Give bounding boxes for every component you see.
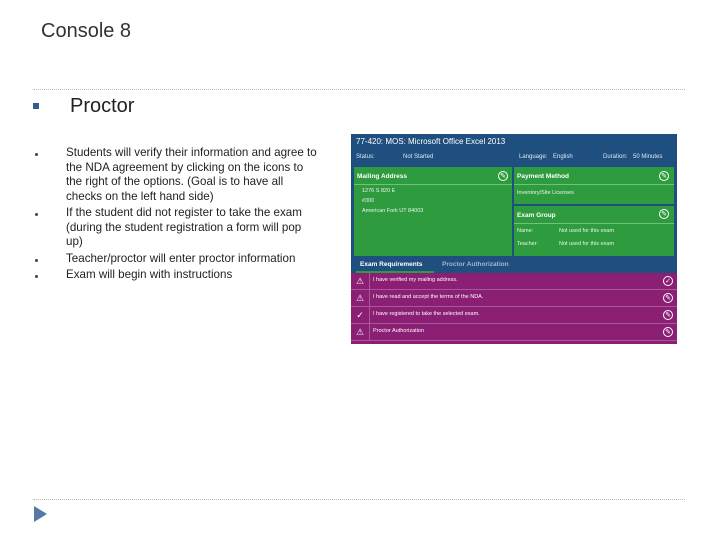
tab-exam-requirements[interactable]: Exam Requirements: [360, 261, 423, 268]
bullet-text: If the student did not register to take the exam (during the student registration a form will pop up): [66, 206, 302, 248]
exam-title: 77-420: MOS: Microsoft Office Excel 2013: [356, 137, 506, 146]
panel-divider: [354, 184, 512, 185]
mailing-line-1: 1276 S 820 E: [362, 188, 396, 194]
status-label: Status:: [356, 154, 375, 160]
requirement-row[interactable]: [351, 324, 677, 341]
duration-label: Duration:: [603, 154, 628, 160]
mailing-address-panel: [354, 167, 512, 256]
requirement-text: I have verified my mailing address.: [373, 277, 458, 283]
requirement-row[interactable]: [351, 273, 677, 290]
check-icon: ✓: [351, 307, 370, 323]
mailing-line-2: #300: [362, 198, 375, 204]
bullet-item: [66, 268, 318, 283]
requirement-row[interactable]: [351, 290, 677, 307]
edit-registration-button[interactable]: ✎: [663, 310, 673, 320]
panel-divider: [514, 223, 674, 224]
bullet-text: Teacher/proctor will enter proctor information: [66, 251, 296, 265]
requirements-list: [351, 273, 677, 344]
top-divider: [33, 89, 685, 90]
bottom-divider: [33, 499, 685, 500]
mailing-line-3: American Fork UT 84003: [362, 208, 424, 214]
requirement-row[interactable]: [351, 307, 677, 324]
bullet-item: [66, 252, 318, 267]
bullet-list: [66, 146, 318, 285]
tab-proctor-authorization[interactable]: Proctor Authorization: [442, 261, 509, 268]
bullet-text: Exam will begin with instructions: [66, 268, 233, 281]
edit-exam-group-button[interactable]: ✎: [659, 209, 669, 219]
bullet-text: Students will verify their information and agree to the NDA agreement by clicking on the icons to the right of the options. (Goal is to have all checks on the left hand side): [66, 146, 317, 203]
warning-icon: ⚠: [351, 273, 370, 289]
requirement-text: Proctor Authorization: [373, 328, 425, 334]
exam-group-heading: Exam Group: [517, 212, 556, 219]
payment-method-value: Inventory/Site Licenses: [517, 190, 574, 196]
bullet-dot: [35, 213, 38, 216]
exam-group-teacher-value: Not used for this exam: [559, 241, 615, 247]
status-value: Not Started: [403, 154, 434, 160]
next-slide-arrow-icon[interactable]: [34, 506, 47, 522]
edit-nda-button[interactable]: ✎: [663, 293, 673, 303]
warning-icon: ⚠: [351, 324, 370, 340]
payment-method-heading: Payment Method: [517, 173, 570, 180]
slide-title: Console 8: [41, 20, 132, 42]
bullet-dot: [35, 275, 38, 278]
requirement-text: I have registered to take the selected exam.: [373, 311, 480, 317]
requirements-tab-bar: [351, 258, 677, 272]
warning-icon: ⚠: [351, 290, 370, 306]
section-heading: Proctor: [70, 95, 135, 117]
bullet-item: [66, 146, 318, 204]
mailing-address-heading: Mailing Address: [357, 173, 407, 180]
console-screenshot: [351, 134, 677, 344]
bullet-dot: [35, 153, 38, 156]
language-value: English: [553, 154, 573, 160]
duration-value: 50 Minutes: [633, 154, 663, 160]
bullet-item: [66, 206, 318, 250]
bullet-dot: [35, 259, 38, 262]
language-label: Language:: [519, 154, 548, 160]
edit-payment-method-button[interactable]: ✎: [659, 171, 669, 181]
edit-mailing-address-button[interactable]: ✎: [498, 171, 508, 181]
edit-proctor-authorization-button[interactable]: ✎: [663, 327, 673, 337]
panel-divider: [514, 184, 674, 185]
confirm-mailing-address-button[interactable]: ✓: [663, 276, 673, 286]
exam-group-name-value: Not used for this exam: [559, 228, 615, 234]
payment-method-panel: [514, 167, 674, 204]
exam-group-teacher-label: Teacher:: [517, 241, 539, 247]
requirement-text: I have read and accept the terms of the NDA.: [373, 294, 484, 300]
exam-group-name-label: Name:: [517, 228, 534, 234]
exam-group-panel: [514, 206, 674, 256]
section-bullet-marker: [33, 103, 39, 109]
